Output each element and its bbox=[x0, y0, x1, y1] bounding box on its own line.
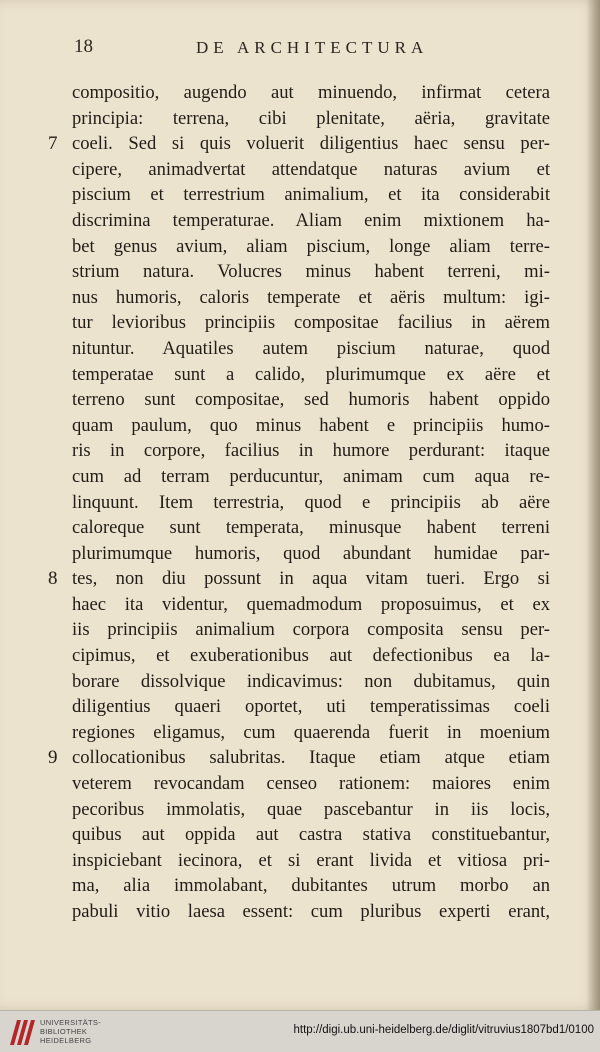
text-line-content: terreno sunt compositae, sed humoris habent oppido bbox=[72, 389, 550, 411]
text-line-content: nus humoris, caloris temperate et aëris multum: igi- bbox=[72, 286, 550, 308]
text-line-content: compositio, augendo aut minuendo, infirmat cetera bbox=[72, 82, 550, 103]
text-line-content: diligentius quaeri oportet, uti temperatissimas coeli bbox=[72, 696, 550, 718]
text-line-content: quam paulum, quo minus habent e principiis humo- bbox=[72, 414, 550, 436]
text-line-content: borare dissolvique indicavimus: non dubitamus, quin bbox=[72, 670, 550, 692]
text-line bbox=[72, 336, 550, 362]
text-line bbox=[72, 490, 550, 516]
text-line bbox=[72, 157, 550, 183]
text-line-content: haec ita videntur, quemadmodum proposuimus, et ex bbox=[72, 593, 550, 615]
text-line-content: piscium et terrestrium animalium, et ita considerabit bbox=[72, 184, 550, 206]
text-line bbox=[72, 387, 550, 413]
text-line bbox=[72, 106, 550, 132]
text-line bbox=[72, 822, 550, 848]
text-line-content: collocationibus salubritas. Itaque etiam atque etiam bbox=[72, 747, 550, 769]
library-name-line: UNIVERSITÄTS- bbox=[40, 1018, 101, 1027]
text-line-content: cum ad terram perducuntur, animam cum aqua re- bbox=[72, 465, 550, 487]
text-line-content: cipimus, et exuberationibus aut defectionibus ea la- bbox=[72, 645, 550, 667]
library-logo bbox=[8, 1015, 128, 1049]
text-line bbox=[72, 720, 550, 746]
library-name-line: HEIDELBERG bbox=[40, 1036, 92, 1045]
text-line bbox=[48, 566, 550, 592]
text-line bbox=[72, 208, 550, 234]
text-line bbox=[72, 694, 550, 720]
text-line-content: discrimina temperaturae. Aliam enim mixtionem ha- bbox=[72, 209, 550, 231]
source-url-link[interactable]: http://digi.ub.uni-heidelberg.de/diglit/vitruvius1807bd1/0100 bbox=[293, 1024, 594, 1036]
text-line-content: nituntur. Aquatiles autem piscium naturae, quod bbox=[72, 337, 550, 359]
text-line bbox=[72, 182, 550, 208]
text-line-content: principia: terrena, cibi plenitate, aëria, gravitate bbox=[72, 107, 550, 129]
text-line bbox=[72, 617, 550, 643]
library-name-line: BIBLIOTHEK bbox=[40, 1027, 88, 1036]
text-line-content: plurimumque humoris, quod abundant humidae par- bbox=[72, 542, 550, 564]
text-line-content: regiones eligamus, cum quaerenda fuerit in moenium bbox=[72, 721, 550, 743]
body-text bbox=[48, 80, 550, 925]
section-number: 7 bbox=[48, 133, 58, 155]
text-line bbox=[72, 362, 550, 388]
text-line bbox=[72, 643, 550, 669]
text-line bbox=[72, 80, 550, 106]
text-line bbox=[72, 438, 550, 464]
text-line bbox=[72, 669, 550, 695]
text-line bbox=[72, 464, 550, 490]
text-line bbox=[72, 234, 550, 260]
library-name bbox=[40, 1018, 130, 1045]
text-line-content: linquunt. Item terrestria, quod e principiis ab aëre bbox=[72, 491, 550, 513]
text-line bbox=[72, 515, 550, 541]
section-number: 9 bbox=[48, 747, 58, 769]
text-line bbox=[72, 259, 550, 285]
text-line-content: coeli. Sed si quis voluerit diligentius haec sensu per- bbox=[72, 133, 550, 155]
text-line bbox=[72, 592, 550, 618]
text-line-content: cipere, animadvertat attendatque naturas avium et bbox=[72, 158, 550, 180]
text-line-content: inspiciebant iecinora, et si erant livida et vitiosa pri- bbox=[72, 849, 550, 871]
text-line-content: pecoribus immolatis, quae pascebantur in iis locis, bbox=[72, 798, 550, 820]
text-line-content: caloreque sunt temperata, minusque habent terreni bbox=[72, 517, 550, 539]
text-line-content: strium natura. Volucres minus habent terreni, mi- bbox=[72, 261, 550, 283]
library-logo-icon bbox=[8, 1017, 36, 1047]
running-title: DE ARCHITECTURA bbox=[196, 38, 429, 57]
text-line-content: ma, alia immolabant, dubitantes utrum morbo an bbox=[72, 875, 550, 897]
section-number: 8 bbox=[48, 568, 58, 590]
text-line bbox=[72, 285, 550, 311]
page-number: 18 bbox=[74, 36, 93, 57]
text-line bbox=[72, 413, 550, 439]
viewer-footer bbox=[0, 1010, 600, 1052]
text-line bbox=[72, 310, 550, 336]
text-line bbox=[72, 771, 550, 797]
text-line-content: bet genus avium, aliam piscium, longe aliam terre- bbox=[72, 235, 550, 257]
text-line bbox=[48, 745, 550, 771]
text-line-content: veterem revocandam censeo rationem: maiores enim bbox=[72, 773, 550, 795]
text-line bbox=[72, 899, 550, 925]
text-line bbox=[72, 797, 550, 823]
text-line-content: pabuli vitio laesa essent: cum pluribus experti erant, bbox=[72, 901, 550, 922]
text-line bbox=[48, 131, 550, 157]
text-line-content: quibus aut oppida aut castra stativa constituebantur, bbox=[72, 824, 550, 846]
text-line-content: tes, non diu possunt in aqua vitam tueri. Ergo si bbox=[72, 568, 550, 590]
text-line bbox=[72, 848, 550, 874]
text-line-content: iis principiis animalium corpora composita sensu per- bbox=[72, 619, 550, 641]
text-line-content: ris in corpore, facilius in humore perdurant: itaque bbox=[72, 440, 550, 462]
text-line bbox=[72, 541, 550, 567]
page-header bbox=[0, 36, 600, 64]
text-line-content: tur levioribus principiis compositae facilius in aërem bbox=[72, 312, 550, 334]
text-line-content: temperatae sunt a calido, plurimumque ex aëre et bbox=[72, 363, 550, 385]
text-line bbox=[72, 873, 550, 899]
